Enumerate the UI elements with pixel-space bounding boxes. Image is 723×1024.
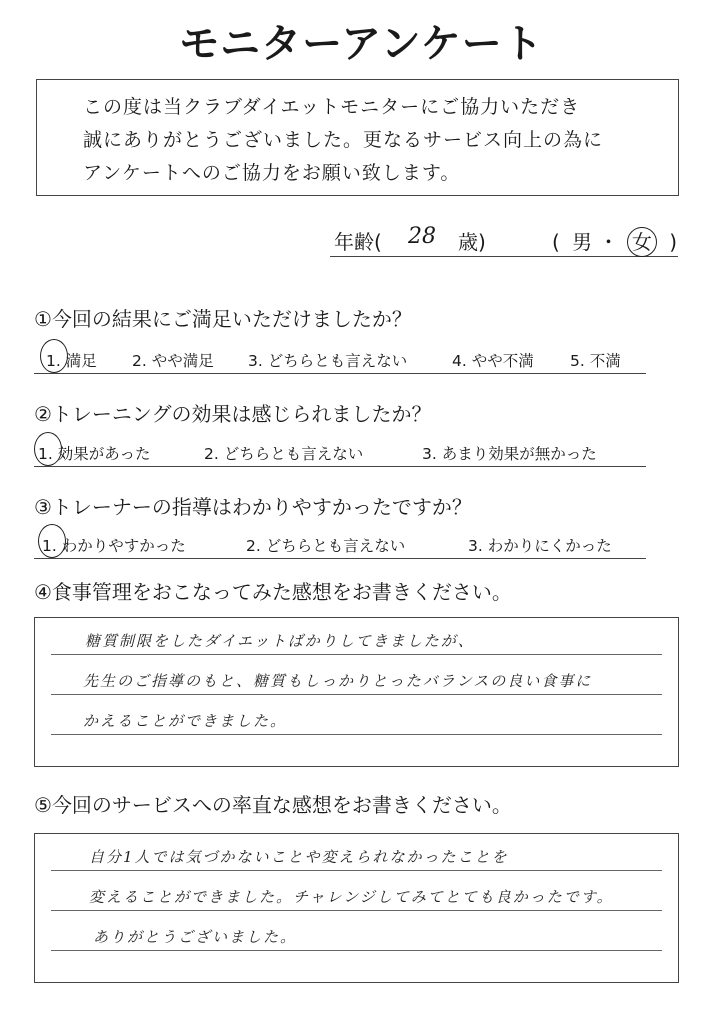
q3-option-2: 2. どちらとも言えない [246, 537, 406, 555]
age-value: 28 [408, 224, 436, 249]
intro-line-3: アンケートへのご協力をお願い致します。 [83, 162, 461, 184]
q2-option-1: 1. 効果があった [38, 445, 151, 463]
q4-answer-line-3: かえることができました。 [83, 712, 288, 730]
gender-selector [552, 226, 677, 257]
question-4: ④食事管理をおこなってみた感想をお書きください。 [34, 580, 512, 604]
q3-options [34, 532, 646, 559]
q1-option-2: 2. やや満足 [132, 352, 214, 370]
question-3: ③トレーナーの指導はわかりやすかったですか？ [34, 495, 472, 519]
question-2: ②トレーニングの効果は感じられましたか？ [34, 402, 432, 426]
q5-answer-line-2: 変えることができました。チャレンジしてみてとても良かったです。 [89, 888, 614, 906]
gender-female-circled: 女 [627, 227, 657, 257]
age-label: 年齢( [334, 230, 382, 254]
q5-answer-line-3: ありがとうございました。 [93, 928, 298, 946]
question-1: ①今回の結果にご満足いただけましたか？ [34, 307, 412, 331]
q4-answer-line-1: 糖質制限をしたダイエットばかりしてきましたが、 [85, 632, 475, 650]
q1-option-1: 1. 満足 [46, 352, 97, 370]
q1-option-4: 4. やや不満 [452, 352, 534, 370]
q5-rule-1 [51, 870, 662, 871]
q2-option-2: 2. どちらとも言えない [204, 445, 364, 463]
gender-separator: ・ [598, 230, 619, 254]
q5-answer-box [34, 833, 679, 983]
q1-option-3: 3. どちらとも言えない [248, 352, 408, 370]
q3-option-3: 3. わかりにくかった [468, 537, 612, 555]
q4-rule-3 [51, 734, 662, 735]
q2-selected-circle [34, 432, 62, 466]
q5-answer-line-1: 自分1人では気づかないことや変えられなかったことを [89, 848, 509, 866]
gender-close: ) [669, 230, 678, 254]
q2-option-3: 3. あまり効果が無かった [422, 445, 597, 463]
question-5: ⑤今回のサービスへの率直な感想をお書きください。 [34, 793, 512, 817]
q5-rule-3 [51, 950, 662, 951]
q1-options [34, 347, 646, 374]
q1-option-5: 5. 不満 [570, 352, 621, 370]
age-unit: 歳) [458, 230, 486, 254]
q1-selected-circle [40, 339, 68, 373]
gender-male: 男 [572, 230, 593, 254]
q4-rule-2 [51, 694, 662, 695]
intro-box [36, 79, 679, 196]
intro-line-1: この度は当クラブダイエットモニターにご協力いただき [83, 96, 581, 118]
page-title: モニターアンケート [179, 21, 544, 67]
q3-selected-circle [38, 524, 66, 558]
intro-line-2: 誠にありがとうございました。更なるサービス向上の為に [83, 129, 604, 151]
q4-answer-line-2: 先生のご指導のもと、糖質もしっかりとったバランスの良い食事に [83, 672, 593, 690]
profile-row [330, 226, 678, 257]
q2-options [34, 440, 646, 467]
q4-answer-box [34, 617, 679, 767]
q5-rule-2 [51, 910, 662, 911]
gender-open: ( [552, 230, 560, 254]
q4-rule-1 [51, 654, 662, 655]
q3-option-1: 1. わかりやすかった [42, 537, 186, 555]
